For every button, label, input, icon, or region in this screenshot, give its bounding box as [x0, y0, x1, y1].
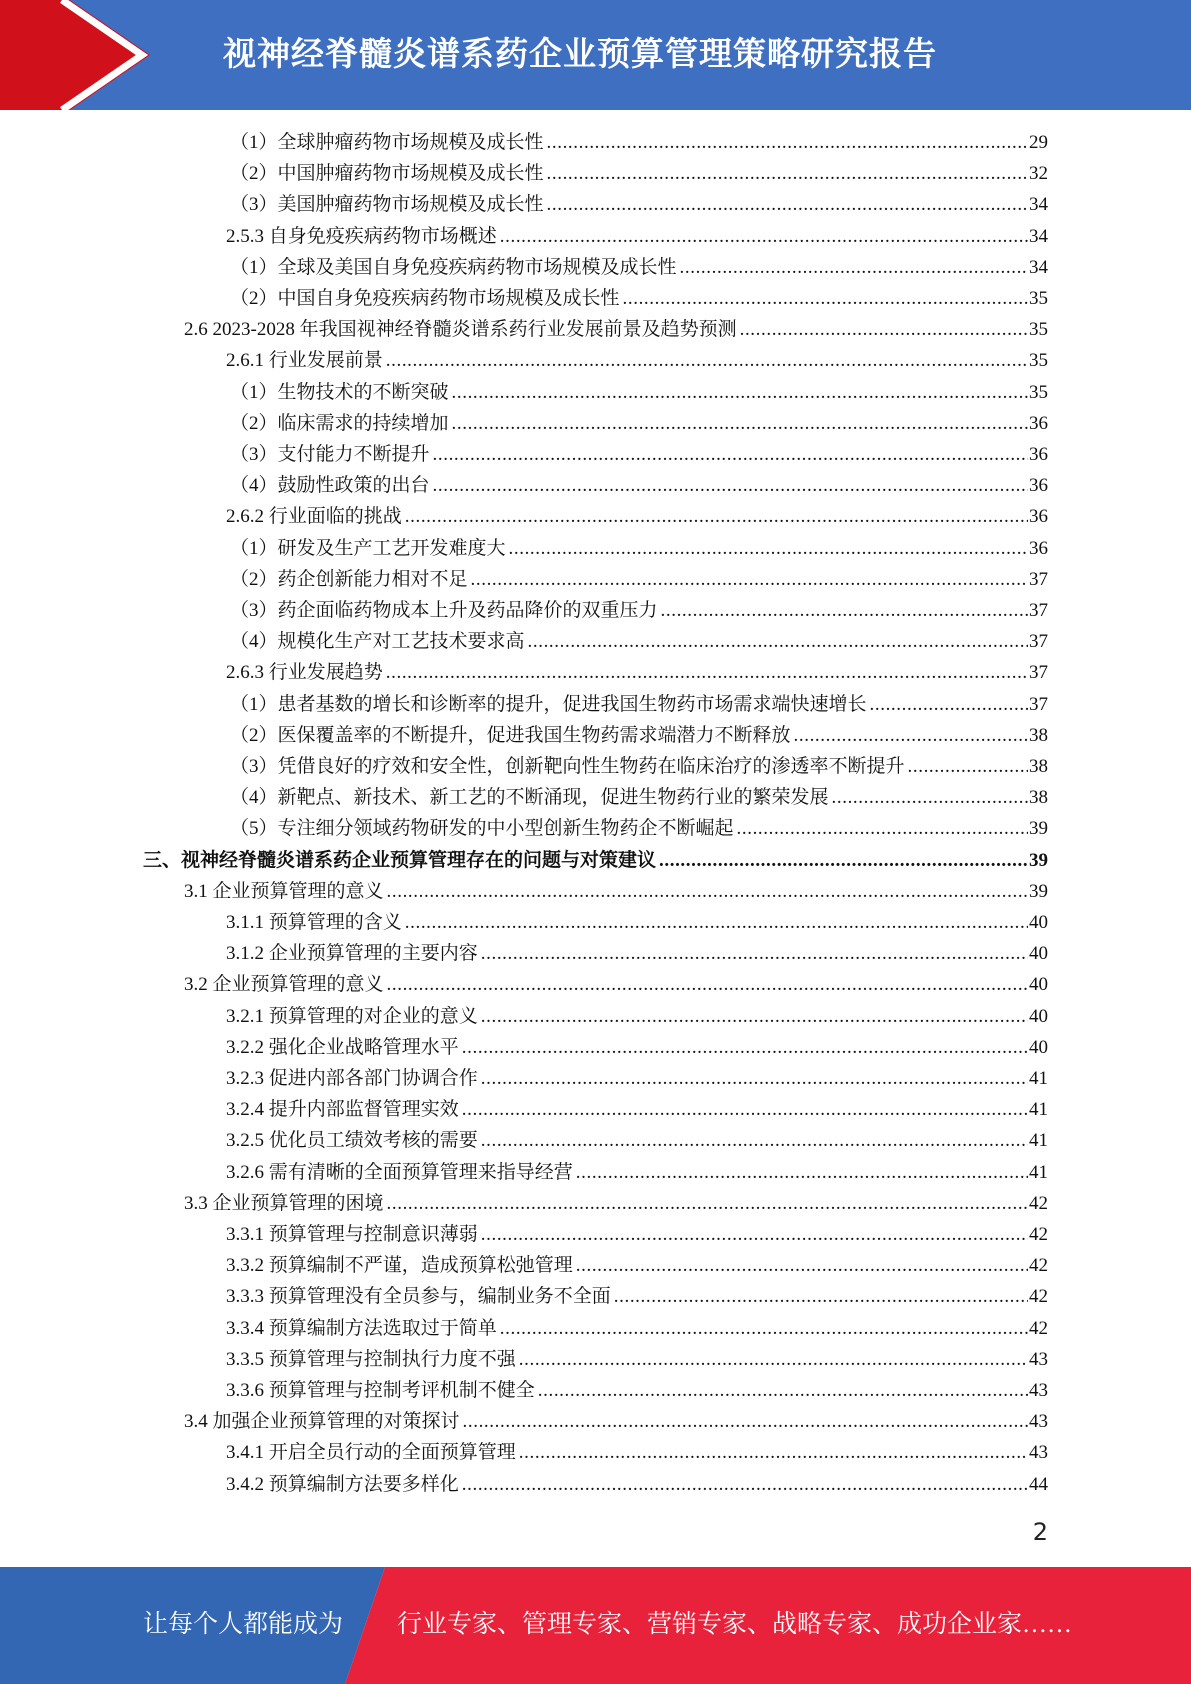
- toc-leader-dots: [405, 907, 1028, 938]
- toc-entry-page: 35: [1029, 381, 1048, 403]
- toc-leader-dots: [462, 1094, 1028, 1125]
- toc-entry[interactable]: [226, 938, 1048, 969]
- toc-entry-page: 43: [1029, 1348, 1048, 1370]
- toc-entry-label: （1）生物技术的不断突破: [230, 381, 449, 403]
- toc-entry-page: 40: [1029, 974, 1048, 996]
- toc-entry[interactable]: [230, 626, 1048, 657]
- toc-entry-label: 3.2.6 需有清晰的全面预算管理来指导经营: [226, 1161, 573, 1183]
- toc-entry-page: 32: [1029, 163, 1048, 185]
- toc-entry-page: 36: [1029, 537, 1048, 559]
- toc-entry-page: 35: [1029, 319, 1048, 341]
- toc-leader-dots: [547, 158, 1028, 189]
- toc-leader-dots: [433, 470, 1028, 501]
- toc-entry[interactable]: [226, 1125, 1048, 1156]
- toc-entry-label: （4）规模化生产对工艺技术要求高: [230, 631, 525, 653]
- toc-entry[interactable]: [184, 1406, 1048, 1437]
- toc-entry[interactable]: [226, 1032, 1048, 1063]
- toc-leader-dots: [614, 1281, 1028, 1312]
- toc-leader-dots: [462, 1469, 1028, 1500]
- toc-entry-label: （1）研发及生产工艺开发难度大: [230, 537, 506, 559]
- toc-entry-label: （2）中国肿瘤药物市场规模及成长性: [230, 163, 544, 185]
- toc-entry[interactable]: [230, 720, 1048, 751]
- toc-leader-dots: [387, 876, 1028, 907]
- toc-leader-dots: [481, 1063, 1028, 1094]
- toc-leader-dots: [576, 1250, 1028, 1281]
- toc-entry-page: 40: [1029, 1036, 1048, 1058]
- toc-leader-dots: [452, 408, 1028, 439]
- toc-entry-page: 37: [1029, 693, 1048, 715]
- toc-leader-dots: [659, 845, 1028, 876]
- toc-leader-dots: [832, 782, 1028, 813]
- toc-entry-label: 3.4.2 预算编制方法要多样化: [226, 1473, 459, 1495]
- toc-entry-page: 35: [1029, 350, 1048, 372]
- toc-entry-page: 34: [1029, 194, 1048, 216]
- toc-entry[interactable]: [226, 1344, 1048, 1375]
- toc-entry-label: （1）患者基数的增长和诊断率的提升，促进我国生物药市场需求端快速增长: [230, 693, 867, 715]
- toc-leader-dots: [509, 533, 1028, 564]
- toc-leader-dots: [481, 938, 1028, 969]
- toc-entry-label: 3.3.4 预算编制方法选取过于简单: [226, 1317, 497, 1339]
- toc-leader-dots: [386, 345, 1028, 376]
- toc-entry-label: 3.1.2 企业预算管理的主要内容: [226, 943, 478, 965]
- toc-leader-dots: [481, 1219, 1028, 1250]
- toc-entry[interactable]: [226, 501, 1048, 532]
- toc-entry-label: （2）医保覆盖率的不断提升，促进我国生物药需求端潜力不断释放: [230, 724, 791, 746]
- toc-entry-label: 3.2.2 强化企业战略管理水平: [226, 1036, 459, 1058]
- toc-entry-label: 3.1 企业预算管理的意义: [184, 880, 384, 902]
- toc-entry-page: 42: [1029, 1286, 1048, 1308]
- toc-entry-page: 34: [1029, 225, 1048, 247]
- toc-entry[interactable]: [226, 1375, 1048, 1406]
- toc-entry-label: （2）药企创新能力相对不足: [230, 568, 468, 590]
- toc-entry[interactable]: [184, 876, 1048, 907]
- toc-entry[interactable]: [226, 1469, 1048, 1500]
- toc-leader-dots: [405, 501, 1028, 532]
- toc-leader-dots: [500, 221, 1028, 252]
- toc-entry-label: （3）凭借良好的疗效和安全性，创新靶向性生物药在临床治疗的渗透率不断提升: [230, 756, 905, 777]
- toc-entry-label: 3.4.1 开启全员行动的全面预算管理: [226, 1442, 516, 1464]
- toc-entry-label: 3.1.1 预算管理的含义: [226, 912, 402, 933]
- toc-entry-page: 29: [1029, 132, 1048, 153]
- toc-entry-label: 3.3.3 预算管理没有全员参与，编制业务不全面: [226, 1286, 611, 1308]
- toc-entry-label: 3.2 企业预算管理的意义: [184, 974, 384, 996]
- footer-slogan-left: 让每个人都能成为: [143, 1611, 344, 1638]
- toc-entry[interactable]: [184, 314, 1048, 345]
- toc-entry-page: 40: [1029, 1005, 1048, 1027]
- toc-entry-page: 41: [1029, 1130, 1048, 1152]
- toc-entry[interactable]: [230, 408, 1048, 439]
- toc-entry-label: 3.3 企业预算管理的困境: [184, 1192, 384, 1214]
- toc-leader-dots: [519, 1437, 1028, 1468]
- toc-entry-label: （5）专注细分领域药物研发的中小型创新生物药企不断崛起: [230, 818, 734, 840]
- toc-entry-page: 43: [1029, 1411, 1048, 1433]
- toc-entry-label: 2.6 2023-2028 年我国视神经脊髓炎谱系药行业发展前景及趋势预测: [184, 319, 737, 341]
- page-number: 2: [1032, 1518, 1048, 1546]
- toc-entry[interactable]: [226, 1063, 1048, 1094]
- toc-entry-page: 43: [1029, 1380, 1048, 1401]
- toc-entry[interactable]: [226, 1313, 1048, 1344]
- toc-entry[interactable]: [230, 189, 1048, 220]
- toc-entry[interactable]: [230, 782, 1048, 813]
- toc-entry-label: 3.2.5 优化员工绩效考核的需要: [226, 1130, 478, 1152]
- toc-entry[interactable]: [230, 158, 1048, 189]
- toc-entry-page: 42: [1029, 1255, 1048, 1277]
- toc-entry[interactable]: [230, 751, 1048, 782]
- toc-entry-page: 42: [1029, 1317, 1048, 1339]
- page-header: [0, 0, 1191, 110]
- toc-entry-page: 43: [1029, 1442, 1048, 1464]
- toc-entry-page: 39: [1029, 880, 1048, 902]
- toc-entry[interactable]: [143, 845, 1048, 876]
- toc-leader-dots: [433, 439, 1028, 470]
- toc-leader-dots: [387, 1188, 1028, 1219]
- toc-entry-label: 三、视神经脊髓炎谱系药企业预算管理存在的问题与对策建议: [143, 849, 657, 871]
- toc-leader-dots: [661, 595, 1028, 626]
- toc-entry[interactable]: [226, 1094, 1048, 1125]
- toc-entry-page: 37: [1029, 662, 1048, 684]
- toc-leader-dots: [737, 813, 1028, 844]
- page-footer: [0, 1567, 1191, 1684]
- toc-entry[interactable]: [226, 907, 1048, 938]
- toc-leader-dots: [680, 252, 1028, 283]
- toc-entry[interactable]: [230, 127, 1048, 158]
- toc-leader-dots: [463, 1406, 1028, 1437]
- toc-entry-page: 41: [1029, 1068, 1048, 1089]
- toc-entry[interactable]: [226, 1219, 1048, 1250]
- toc-entry-page: 36: [1029, 412, 1048, 434]
- toc-leader-dots: [908, 751, 1028, 782]
- toc-leader-dots: [740, 314, 1028, 345]
- toc-leader-dots: [481, 1125, 1028, 1156]
- toc-leader-dots: [538, 1375, 1028, 1406]
- toc-entry-page: 36: [1029, 475, 1048, 497]
- toc-entry-label: 3.2.4 提升内部监督管理实效: [226, 1099, 459, 1121]
- toc-leader-dots: [452, 377, 1028, 408]
- toc-entry-label: 2.6.3 行业发展趋势: [226, 662, 383, 684]
- toc-leader-dots: [528, 626, 1028, 657]
- toc-entry-label: 3.4 加强企业预算管理的对策探讨: [184, 1411, 460, 1433]
- toc-entry[interactable]: [226, 1250, 1048, 1281]
- toc-entry[interactable]: [230, 252, 1048, 283]
- report-title: 视神经脊髓炎谱系药企业预算管理策略研究报告: [223, 34, 937, 73]
- toc-entry-label: 2.6.2 行业面临的挑战: [226, 506, 402, 528]
- toc-entry-label: （3）支付能力不断提升: [230, 444, 430, 465]
- toc-entry[interactable]: [230, 470, 1048, 501]
- toc-entry-page: 38: [1029, 756, 1048, 777]
- toc-leader-dots: [462, 1032, 1028, 1063]
- toc-entry-label: （2）中国自身免疫疾病药物市场规模及成长性: [230, 288, 620, 309]
- toc-entry-page: 39: [1029, 818, 1048, 840]
- toc-entry-label: 3.2.1 预算管理的对企业的意义: [226, 1005, 478, 1027]
- toc-entry-page: 37: [1029, 600, 1048, 621]
- toc-entry-page: 38: [1029, 787, 1048, 809]
- toc-entry-page: 36: [1029, 444, 1048, 465]
- toc-entry-label: 3.3.2 预算编制不严谨，造成预算松弛管理: [226, 1255, 573, 1277]
- toc-leader-dots: [386, 657, 1028, 688]
- toc-entry-label: （1）全球肿瘤药物市场规模及成长性: [230, 132, 544, 153]
- toc-entry-label: （4）新靶点、新技术、新工艺的不断涌现，促进生物药行业的繁荣发展: [230, 787, 829, 809]
- toc-leader-dots: [471, 564, 1028, 595]
- toc-entry-label: 2.5.3 自身免疫疾病药物市场概述: [226, 225, 497, 247]
- toc-entry-page: 44: [1029, 1473, 1048, 1495]
- toc-entry[interactable]: [184, 1188, 1048, 1219]
- toc-entry-page: 37: [1029, 631, 1048, 653]
- toc-leader-dots: [623, 283, 1028, 314]
- toc-leader-dots: [387, 969, 1028, 1000]
- toc-entry[interactable]: [230, 595, 1048, 626]
- toc-entry-label: 2.6.1 行业发展前景: [226, 350, 383, 372]
- toc-entry-page: 42: [1029, 1192, 1048, 1214]
- toc-entry-label: （2）临床需求的持续增加: [230, 412, 449, 434]
- toc-entry-page: 36: [1029, 506, 1048, 528]
- toc-entry-label: 3.3.6 预算管理与控制考评机制不健全: [226, 1380, 535, 1401]
- toc-entry[interactable]: [230, 564, 1048, 595]
- toc-entry[interactable]: [226, 1001, 1048, 1032]
- toc-leader-dots: [500, 1313, 1028, 1344]
- toc-leader-dots: [519, 1344, 1028, 1375]
- toc-entry[interactable]: [226, 1157, 1048, 1188]
- toc-entry-page: 35: [1029, 288, 1048, 309]
- toc-entry-page: 37: [1029, 568, 1048, 590]
- toc-entry-label: （1）全球及美国自身免疫疾病药物市场规模及成长性: [230, 256, 677, 278]
- toc-entry[interactable]: [226, 221, 1048, 252]
- toc-entry-page: 42: [1029, 1224, 1048, 1245]
- toc-entry[interactable]: [226, 1437, 1048, 1468]
- toc-entry[interactable]: [230, 377, 1048, 408]
- toc-entry-page: 34: [1029, 256, 1048, 278]
- toc-leader-dots: [576, 1157, 1028, 1188]
- toc-entry-page: 39: [1029, 849, 1048, 871]
- toc-entry-label: （3）美国肿瘤药物市场规模及成长性: [230, 194, 544, 216]
- toc-entry[interactable]: [230, 533, 1048, 564]
- toc-entry-page: 41: [1029, 1161, 1048, 1183]
- toc-leader-dots: [870, 689, 1028, 720]
- toc-entry-label: 3.2.3 促进内部各部门协调合作: [226, 1068, 478, 1089]
- toc-entry-label: （4）鼓励性政策的出台: [230, 475, 430, 497]
- toc-leader-dots: [547, 127, 1028, 158]
- footer-slogan-right: 行业专家、管理专家、营销专家、战略专家、成功企业家……: [397, 1611, 1073, 1638]
- toc-entry-page: 40: [1029, 912, 1048, 933]
- toc-entry[interactable]: [230, 689, 1048, 720]
- toc-leader-dots: [481, 1001, 1028, 1032]
- toc-entry[interactable]: [230, 813, 1048, 844]
- toc-entry[interactable]: [226, 1281, 1048, 1312]
- toc-entry-page: 41: [1029, 1099, 1048, 1121]
- toc-entry[interactable]: [230, 283, 1048, 314]
- toc-leader-dots: [794, 720, 1028, 751]
- toc-entry[interactable]: [226, 345, 1048, 376]
- toc-entry-label: 3.3.5 预算管理与控制执行力度不强: [226, 1348, 516, 1370]
- toc-leader-dots: [547, 189, 1028, 220]
- toc-entry-label: （3）药企面临药物成本上升及药品降价的双重压力: [230, 600, 658, 621]
- toc-entry[interactable]: [226, 657, 1048, 688]
- toc-entry-page: 38: [1029, 724, 1048, 746]
- toc-entry-page: 40: [1029, 943, 1048, 965]
- toc-entry-label: 3.3.1 预算管理与控制意识薄弱: [226, 1224, 478, 1245]
- toc-entry[interactable]: [184, 969, 1048, 1000]
- toc-entry[interactable]: [230, 439, 1048, 470]
